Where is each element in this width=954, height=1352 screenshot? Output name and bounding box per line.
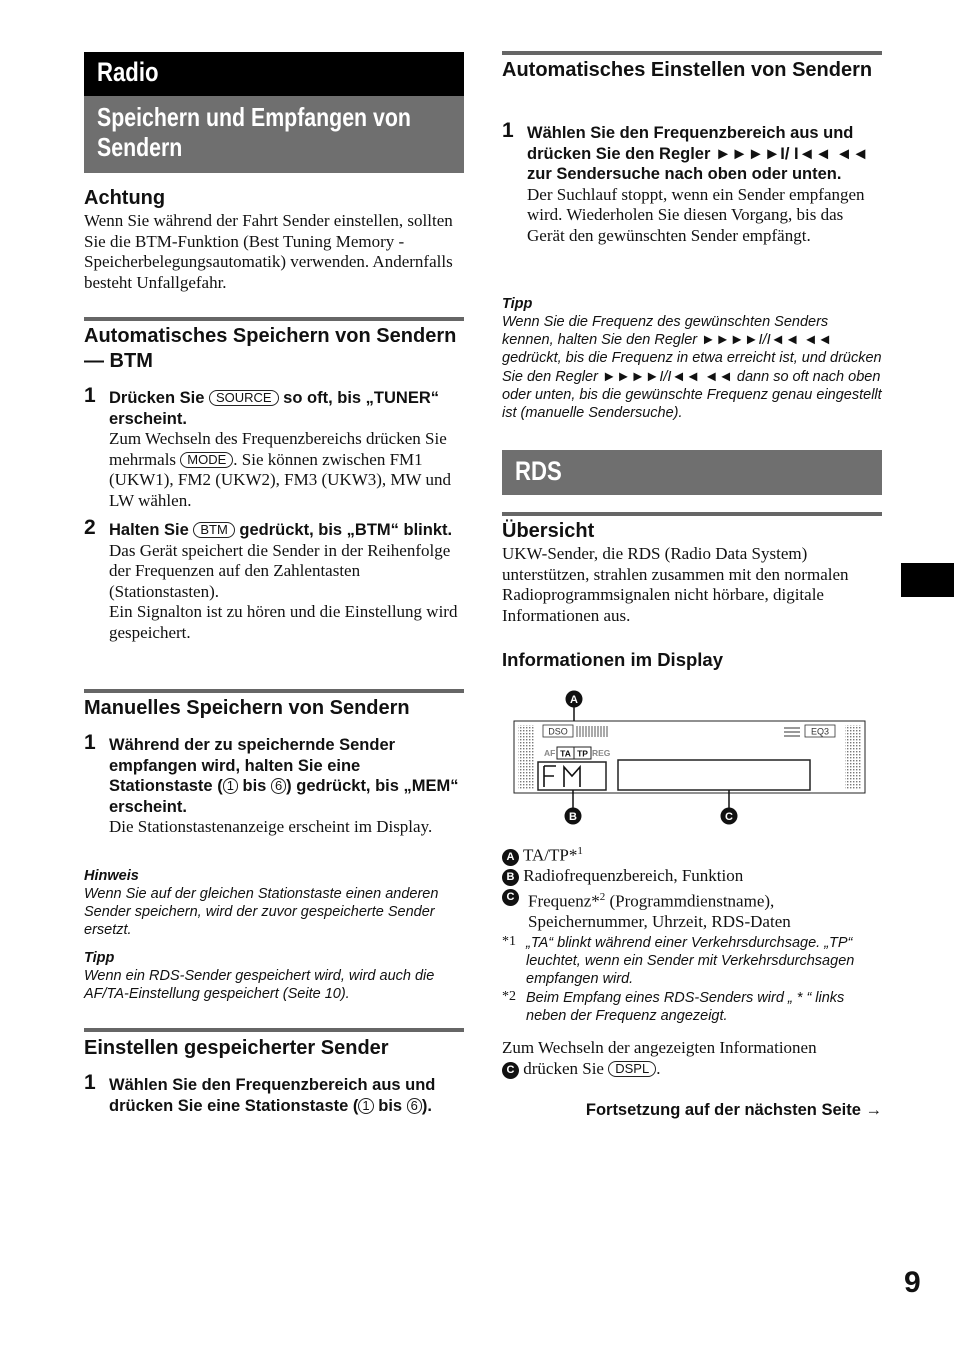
tipp-text: Wenn Sie die Frequenz des gewünschten Senders kennen, halten Sie den Regler ►►►►I/I◄◄ ◄◄ gedrückt, bis die Frequenz in etwa erreicht ist, und drücken Sie den Regler ►►►►I/I◄◄ ◄◄ dann so oft nach oben oder unten, bis die gewünschte Frequenz genau eingestellt ist (manuelle Sendersuche). xyxy=(502,314,882,422)
footnote-1 xyxy=(502,934,882,990)
dso-label: DSO xyxy=(548,726,568,737)
stored-section xyxy=(84,1036,464,1061)
section-title-radio: Radio xyxy=(97,57,159,87)
footnote-ref: 1 xyxy=(577,845,583,857)
instr-text: bis xyxy=(237,777,271,796)
divider-rule xyxy=(84,689,464,693)
footnote-ref: 2 xyxy=(599,890,606,903)
display-illustration xyxy=(502,688,882,828)
step-instruction xyxy=(109,1075,464,1116)
dspl-button[interactable]: DSPL xyxy=(608,1061,656,1077)
instr-text: bis xyxy=(373,1096,407,1115)
step-description: Ein Signalton ist zu hören und die Einstellung wird gespeichert. xyxy=(109,602,458,642)
hinweis-heading: Hinweis xyxy=(84,868,139,884)
step-instruction xyxy=(109,520,464,541)
change-pre: Zum Wechseln der angezeigten Informationen xyxy=(502,1038,817,1057)
left-grille-icon xyxy=(518,725,534,789)
callout-a-label: A xyxy=(570,694,578,706)
step-instruction xyxy=(109,735,464,817)
overview-section xyxy=(502,519,882,626)
stored-heading: Einstellen gespeicherter Sender xyxy=(84,1037,389,1059)
tipp-heading: Tipp xyxy=(502,296,533,312)
display-info-section xyxy=(502,648,882,672)
step-instruction xyxy=(109,388,464,429)
step-number: 2 xyxy=(84,516,96,539)
step-description xyxy=(109,429,464,511)
display-info-heading: Informationen im Display xyxy=(502,649,724,670)
change-line xyxy=(502,1059,882,1080)
callout-b-icon: B xyxy=(502,869,519,886)
legend-item-c xyxy=(502,887,882,933)
instr-text: so oft, bis „TUNER“ erscheint. xyxy=(109,389,440,428)
callout-c-icon: C xyxy=(502,889,519,906)
step-description: Der Suchlauf stoppt, wenn ein Sender empfangen wird. Wiederholen Sie diesen Vorgang, bis das Gerät den gewünschten Sender empfängt. xyxy=(527,184,865,245)
thumb-tab-marker xyxy=(901,563,954,597)
tipp-text: Wenn ein RDS-Sender gespeichert wird, wird auch die AF/TA-Einstellung gespeichert (Seite 10). xyxy=(84,968,435,1003)
footnote-mark: *2 xyxy=(502,989,516,1004)
overview-text: UKW-Sender, die RDS (Radio Data System) unterstützen, strahlen zusammen mit den normalen Radioprogrammsignalen nicht hörbare, digitale Informationen aus. xyxy=(502,544,849,625)
tp-label: TP xyxy=(577,748,588,759)
reg-label: REG xyxy=(592,748,611,758)
callout-b-label: B xyxy=(569,811,577,823)
legend-item-b xyxy=(502,866,882,887)
legend-text: TA/TP* xyxy=(522,845,578,865)
desc-text: . Sie können zwischen FM1 (UKW1), FM2 (UKW2), FM3 (UKW3), MW und LW wählen. xyxy=(109,449,452,510)
auto-section xyxy=(502,58,882,83)
continued-text: Fortsetzung auf der nächsten Seite → xyxy=(585,1101,882,1119)
instr-text: Drücken Sie xyxy=(109,389,209,407)
divider-rule xyxy=(84,317,464,321)
divider-rule xyxy=(84,1028,464,1032)
manual-section xyxy=(84,696,464,721)
change-text: . xyxy=(656,1058,661,1078)
change-display-text xyxy=(502,1038,882,1079)
btm-button[interactable]: BTM xyxy=(193,522,234,538)
achtung-text: Wenn Sie während der Fahrt Sender einstellen, sollten Sie die BTM-Funktion (Best Tuning Memory - Speicherbelegungsautomatik) verwenden. Andernfalls besteht Unfallgefahr. xyxy=(84,211,453,292)
continued-note xyxy=(502,1101,882,1120)
lcd-display-diagram xyxy=(502,688,882,828)
divider-rule xyxy=(502,51,882,55)
instr-text: ). xyxy=(421,1096,432,1115)
frequency-segment-box xyxy=(618,760,810,790)
page-number: 9 xyxy=(904,1266,921,1299)
step-number: 1 xyxy=(84,1071,96,1094)
callout-a-icon: A xyxy=(502,849,519,866)
legend-text: (Programmdienstname), Speichernummer, Uhrzeit, RDS-Daten xyxy=(528,891,791,932)
section-band-rds xyxy=(502,450,882,495)
display-legend xyxy=(502,841,882,933)
instr-text: Halten Sie xyxy=(109,521,194,539)
legend-item-a xyxy=(502,841,882,866)
legend-text: Frequenz* xyxy=(528,891,600,911)
achtung-block xyxy=(84,186,464,293)
instr-text: Wählen Sie den Frequenzbereich aus und drücken Sie eine Stationstaste ( xyxy=(109,1076,436,1115)
legend-text: Radiofrequenzbereich, Funktion xyxy=(523,866,744,886)
tipp-heading: Tipp xyxy=(84,950,115,966)
footnote-text: „TA“ blinkt während einer Verkehrsdurchsage. „TP“ leuchtet, wenn ein Sender mit Verkehrsdurchsagen empfangen wird. xyxy=(526,935,855,988)
footnote-text: Beim Empfang eines RDS-Senders wird „ * “ links neben der Frequenz angezeigt. xyxy=(526,990,845,1025)
preset-6-button[interactable]: 6 xyxy=(407,1098,422,1114)
instr-text: gedrückt, bis „BTM“ blinkt. xyxy=(234,521,453,539)
instr-text: Während der zu speichernde Sender empfangen wird, halten Sie eine Stationstaste ( xyxy=(109,736,396,796)
preset-1-button[interactable]: 1 xyxy=(358,1098,373,1114)
desc-text: Zum Wechseln des Frequenzbereichs drücken Sie mehrmals xyxy=(109,429,447,469)
callout-c-icon: C xyxy=(502,1062,519,1079)
callout-c-label: C xyxy=(725,811,733,823)
btm-section xyxy=(84,324,464,374)
source-button[interactable]: SOURCE xyxy=(209,390,279,406)
ta-label: TA xyxy=(560,748,571,759)
instr-text: ) gedrückt, bis „MEM“ erscheint. xyxy=(109,777,459,816)
step-number: 1 xyxy=(84,384,96,407)
overview-heading: Übersicht xyxy=(502,520,595,542)
step-number: 1 xyxy=(502,119,514,142)
hinweis-text: Wenn Sie auf der gleichen Stationstaste einen anderen Sender speichern, wird der zuvor gespeicherte Sender ersetzt. xyxy=(84,886,439,939)
footnote-2 xyxy=(502,989,882,1029)
step-description: Das Gerät speichert die Sender in der Reihenfolge der Frequenzen auf den Zahlentasten (Stationstasten). xyxy=(109,540,451,601)
divider-rule xyxy=(502,512,882,516)
section-subtitle: Speichern und Empfangen von Sendern xyxy=(97,102,411,162)
manual-heading: Manuelles Speichern von Sendern xyxy=(84,697,410,719)
auto-tipp-note xyxy=(502,295,882,422)
hinweis-note xyxy=(84,867,464,940)
section-band-radio xyxy=(84,52,464,96)
auto-heading: Automatisches Einstellen von Sendern xyxy=(502,59,873,81)
preset-6-button[interactable]: 6 xyxy=(271,778,286,794)
tipp-note xyxy=(84,949,464,1003)
change-text: drücken Sie xyxy=(519,1058,609,1078)
section-title-rds: RDS xyxy=(515,456,562,486)
preset-1-button[interactable]: 1 xyxy=(223,778,238,794)
step-instruction: Wählen Sie den Frequenzbereich aus und drücken Sie den Regler ►►►►I/ I◄◄ ◄◄ zur Sendersuche nach oben oder unten. xyxy=(527,124,869,184)
achtung-heading: Achtung xyxy=(84,187,166,209)
btm-heading: Automatisches Speichern von Sendern — BTM xyxy=(84,325,457,372)
step-description: Die Stationstastenanzeige erscheint im Display. xyxy=(109,817,433,837)
step-number: 1 xyxy=(84,731,96,754)
footnote-mark: *1 xyxy=(502,934,516,949)
section-band-subtitle xyxy=(84,96,464,173)
eq-label: EQ3 xyxy=(810,726,830,737)
af-label: AF xyxy=(544,748,556,758)
right-grille-icon xyxy=(845,725,861,789)
mode-button[interactable]: MODE xyxy=(180,452,233,468)
